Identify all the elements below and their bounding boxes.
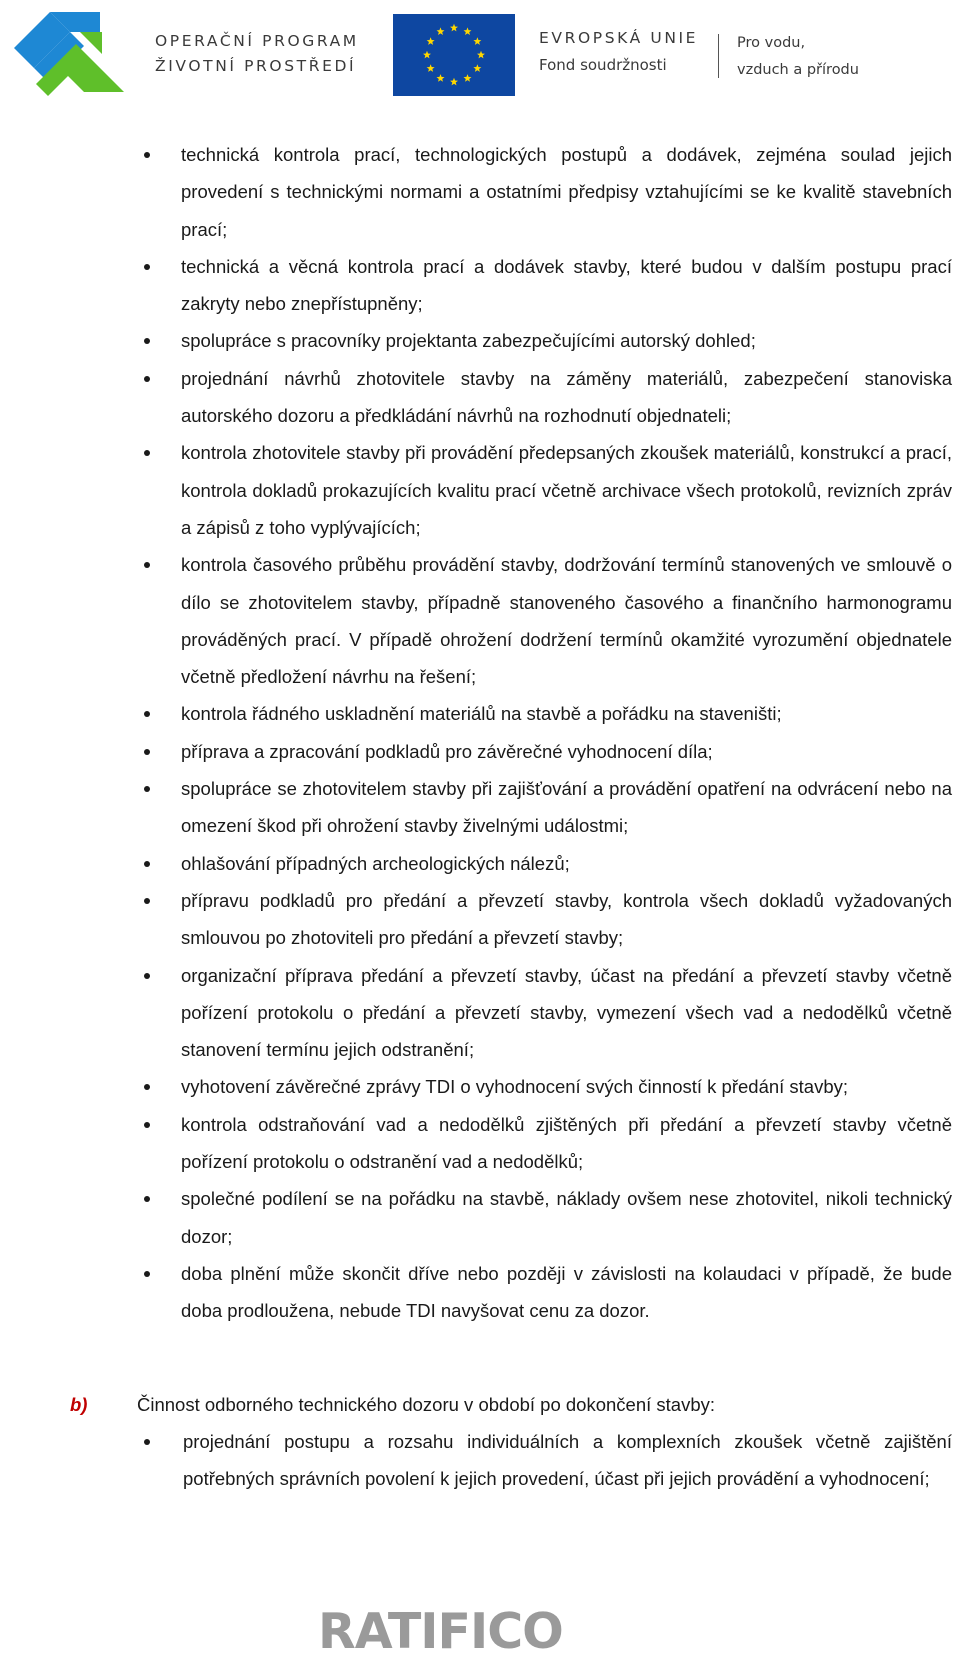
list-item-text: vyhotovení závěrečné zprávy TDI o vyhodnocení svých činností k předání stavby;	[181, 1076, 849, 1098]
eu-name: EVROPSKÁ UNIE	[539, 29, 699, 47]
list-item-text: spolupráce s pracovníky projektanta zabezpečujícími autorský dohled;	[181, 330, 756, 352]
list-item	[0, 136, 960, 248]
bullet-icon	[144, 562, 150, 568]
list-item-text: ohlašování případných archeologických nálezů;	[181, 852, 570, 874]
ratifico-logo	[318, 1604, 630, 1652]
tagline-line2: vzduch a přírodu	[737, 62, 859, 78]
list-item-text: kontrola zhotovitele stavby při provádění předepsaných zkoušek materiálů, konstrukcí a prací, kontrola dokladů prokazujících kvalitu prací včetně archivace všech protokolů, revizních zpráv a zápisů z toho vyplývajících;	[181, 442, 952, 538]
fund-name: Fond soudržnosti	[539, 56, 667, 74]
bullet-icon	[144, 376, 150, 382]
opzp-logo	[6, 4, 130, 102]
programme-line2: ŽIVOTNÍ PROSTŘEDÍ	[155, 57, 357, 75]
list-item	[0, 360, 960, 435]
bullet-icon	[144, 450, 150, 456]
section-b-heading	[0, 1386, 960, 1423]
list-item	[0, 1068, 960, 1105]
page-header	[0, 0, 960, 110]
bullet-icon	[144, 898, 150, 904]
bullet-icon	[144, 338, 150, 344]
list-item-text: přípravu podkladů pro předání a převzetí stavby, kontrola všech dokladů vyžadovaných smlouvou po zhotoviteli pro předání a převzetí stavby;	[181, 889, 952, 949]
list-item	[0, 957, 960, 1069]
bullet-icon	[144, 711, 150, 717]
list-item	[0, 882, 960, 957]
list-item-text: organizační příprava předání a převzetí stavby, účast na předání a převzetí stavby včetně pořízení protokolu o předání a převzetí stavby, vymezení všech vad a nedodělků včetně stanovení termínu jejich odstranění;	[181, 964, 952, 1061]
tagline-line1: Pro vodu,	[737, 35, 806, 51]
section-b-letter: b)	[70, 1394, 88, 1415]
list-item	[0, 248, 960, 323]
list-item-text: projednání návrhů zhotovitele stavby na záměny materiálů, zabezpečení stanoviska autorského dozoru a předkládání návrhů na rozhodnutí objednateli;	[181, 367, 952, 427]
bullet-icon	[144, 749, 150, 755]
list-item-text: spolupráce se zhotovitelem stavby při zajišťování a provádění opatření na odvrácení nebo na omezení škod při ohrožení stavby živelnými událostmi;	[181, 778, 952, 837]
ratifico-wordmark: RATIFICO	[318, 1604, 563, 1652]
list-item-text: doba plnění může skončit dříve nebo později v závislosti na kolaudaci v případě, že bude doba prodloužena, nebude TDI navyšovat cenu za dozor.	[181, 1262, 952, 1322]
list-item	[0, 770, 960, 845]
list-item-text: technická kontrola prací, technologických postupů a dodávek, zejména soulad jejich provedení s technickými normami a ostatními předpisy vztahujícími se ke kvalitě stavebních prací;	[181, 144, 952, 240]
list-item-text: projednání postupu a rozsahu individuálních a komplexních zkoušek včetně zajištění potřebných správních povolení k jejich provedení, účast při jejich provádění a vyhodnocení;	[183, 1431, 952, 1490]
section-b-list	[0, 1423, 960, 1498]
bullet-icon	[144, 1084, 150, 1090]
bullet-icon	[144, 1271, 150, 1277]
programme-line1: OPERAČNÍ PROGRAM	[155, 32, 359, 50]
list-item	[0, 546, 960, 695]
bullet-icon	[144, 973, 150, 979]
list-item	[0, 1255, 960, 1330]
main-content	[0, 136, 960, 1330]
list-item	[0, 695, 960, 732]
section-b-title: Činnost odborného technického dozoru v období po dokončení stavby:	[137, 1394, 716, 1415]
list-item-text: kontrola řádného uskladnění materiálů na stavbě a pořádku na staveništi;	[181, 703, 782, 725]
list-item	[0, 733, 960, 770]
bullet-icon	[144, 1196, 150, 1202]
list-item-text: kontrola časového průběhu provádění stavby, dodržování termínů stanovených ve smlouvě o dílo se zhotovitelem stavby, případně stanoveného časového a finančního harmonogramu prováděných prací. V případě ohrožení dodržení termínů okamžité vyrozumění objednatele včetně předložení návrhu na řešení;	[181, 554, 952, 688]
list-item	[0, 322, 960, 359]
eu-flag	[393, 14, 515, 96]
header-divider	[718, 34, 719, 78]
list-item-text: příprava a zpracování podkladů pro závěrečné vyhodnocení díla;	[181, 740, 713, 762]
list-item	[0, 434, 960, 546]
list-item	[0, 1180, 960, 1255]
bullet-icon	[144, 1122, 150, 1128]
bullet-icon	[144, 264, 150, 270]
list-item	[0, 1106, 960, 1181]
programme-name	[155, 29, 359, 79]
tagline	[737, 30, 859, 84]
list-item	[0, 845, 960, 882]
duties-list	[0, 136, 960, 1330]
list-item-text: kontrola odstraňování vad a nedodělků zjištěných při předání a převzetí stavby včetně pořízení protokolu o odstranění vad a nedodělků;	[181, 1113, 952, 1173]
bullet-icon	[144, 152, 150, 158]
bullet-icon	[144, 786, 150, 792]
section-b	[0, 1386, 960, 1498]
bullet-icon	[144, 861, 150, 867]
list-item-text: technická a věcná kontrola prací a dodávek stavby, které budou v dalším postupu prací zakryty nebo znepřístupněny;	[181, 255, 952, 315]
list-item-text: společné podílení se na pořádku na stavbě, náklady ovšem nese zhotovitel, nikoli technický dozor;	[181, 1188, 952, 1247]
list-item	[0, 1423, 960, 1498]
bullet-icon	[144, 1439, 150, 1445]
